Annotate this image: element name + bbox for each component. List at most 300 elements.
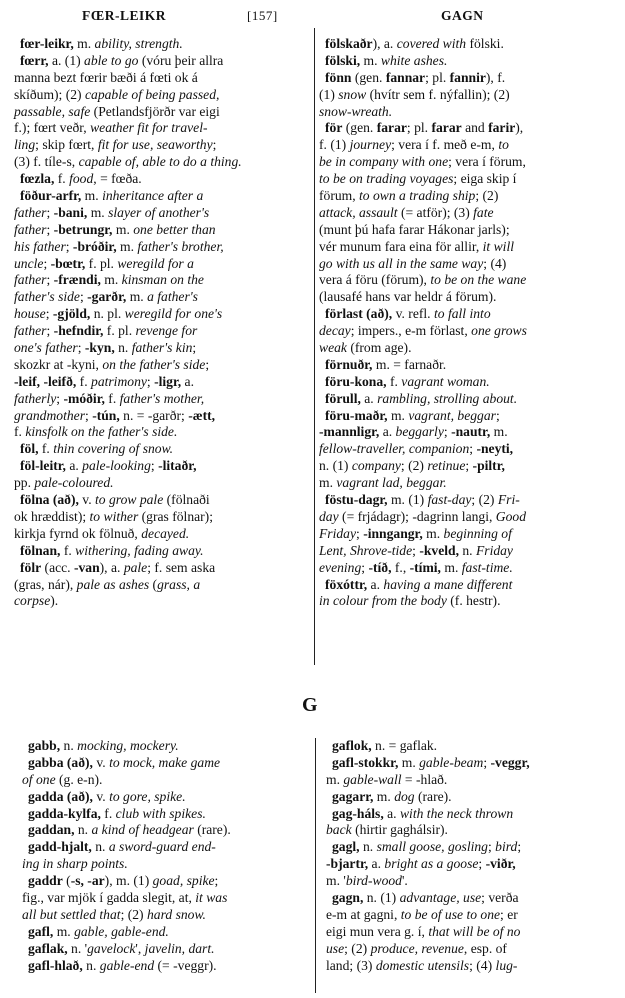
dictionary-line	[22, 738, 310, 755]
text: ;	[212, 137, 217, 153]
gloss: to fall into	[433, 306, 491, 322]
gloss: retinue	[427, 458, 466, 474]
headword: fœrr,	[20, 52, 49, 68]
gloss: fate	[473, 204, 494, 220]
headword: -bani,	[53, 204, 88, 220]
headword: förnuðr,	[325, 356, 373, 372]
text: ; f. sem aska	[147, 559, 216, 575]
dictionary-line	[14, 424, 310, 441]
gloss: it will	[482, 238, 515, 254]
dictionary-line	[326, 941, 616, 958]
gloss: fast-day	[427, 492, 472, 508]
text: (vóru þeir allra	[138, 52, 224, 68]
text: ;	[465, 458, 473, 474]
dictionary-line	[22, 958, 310, 975]
text: ;	[46, 272, 54, 288]
text: n.	[114, 340, 132, 356]
text: n.	[359, 839, 377, 855]
gloss: all but settled that	[22, 906, 121, 922]
text: (= -veggr).	[154, 957, 217, 973]
headword: -betrungr,	[53, 221, 113, 237]
gloss: a father's	[147, 289, 198, 305]
text: ;	[205, 356, 210, 372]
text: (gen.	[342, 120, 377, 136]
headword: föl-leitr,	[20, 458, 66, 474]
text: ; pl.	[425, 69, 450, 85]
dictionary-line	[319, 593, 615, 610]
gloss: bird	[495, 839, 518, 855]
headword: -leif, -leifð,	[14, 373, 77, 389]
gloss: covered with	[396, 36, 467, 51]
dictionary-line	[326, 924, 616, 941]
dictionary-line	[14, 543, 310, 560]
gloss: to own a trading ship	[359, 188, 476, 204]
text: ;	[46, 204, 54, 220]
text: ;	[495, 407, 500, 423]
text: a.	[379, 424, 396, 440]
text: (	[149, 576, 158, 592]
gloss: of one	[22, 771, 56, 787]
dictionary-line	[14, 475, 310, 492]
text: ; (2)	[120, 906, 147, 922]
dictionary-line	[14, 323, 310, 340]
gloss: in colour from the body	[319, 593, 447, 609]
dictionary-line	[319, 120, 615, 137]
gloss: vagrant woman.	[401, 373, 490, 389]
gloss: gable-wall	[343, 771, 402, 787]
gloss: mocking, mockery.	[77, 738, 179, 753]
headword: gafl,	[28, 923, 54, 939]
text: ;	[443, 424, 452, 440]
text: ), f.	[485, 69, 506, 85]
headword: -tími,	[409, 559, 441, 575]
dictionary-line	[14, 560, 310, 577]
text: (fölnaði	[163, 492, 210, 508]
gloss: Friday	[319, 525, 356, 541]
headword: gagarr,	[332, 788, 374, 804]
text: kirkja fyrnd ok fölnuð,	[14, 525, 142, 541]
headword: fannir	[449, 69, 486, 85]
gloss: lug-	[495, 957, 518, 973]
text: ), m. (1)	[104, 873, 153, 889]
gloss: a kind of headgear	[91, 822, 194, 838]
gloss: grandmother	[14, 407, 85, 423]
text: m.	[440, 559, 462, 575]
gloss: father	[14, 221, 47, 237]
gloss: domestic utensils	[375, 957, 470, 973]
gloss: ability, strength.	[94, 36, 183, 51]
gloss: that will be of no	[428, 923, 521, 939]
text: f.	[14, 424, 26, 440]
text: ;	[214, 873, 219, 889]
gloss: a sword-guard end-	[108, 839, 216, 855]
dictionary-line	[14, 509, 310, 526]
text: ; vera í förum,	[448, 154, 526, 170]
gloss: to wither	[89, 508, 139, 524]
gloss: to gore, spike.	[109, 788, 186, 804]
text: and	[461, 120, 489, 136]
headword: förull,	[325, 390, 361, 406]
dictionary-line	[319, 70, 615, 87]
text: ;	[65, 238, 73, 254]
dictionary-line	[319, 137, 615, 154]
dictionary-line	[22, 856, 310, 873]
gloss: evening	[319, 559, 362, 575]
dictionary-line	[14, 239, 310, 256]
text: m.	[326, 771, 344, 787]
text: m.	[112, 221, 134, 237]
text: n. (1)	[319, 458, 352, 474]
gloss: kinsfolk on the father's side.	[25, 424, 178, 440]
gloss: hard snow.	[147, 906, 206, 922]
dictionary-line	[319, 526, 615, 543]
text: ;	[45, 306, 53, 322]
text: f.	[100, 805, 116, 821]
column-divider-bottom	[315, 738, 316, 993]
dictionary-line	[326, 856, 616, 873]
text: n. (1)	[363, 890, 400, 906]
gloss: one better than	[133, 221, 216, 237]
dictionary-line	[22, 924, 310, 941]
gloss: weather fit for travel-	[90, 120, 208, 136]
headword: -tún,	[92, 407, 120, 423]
gloss: be in company with one	[319, 154, 449, 170]
headword: fœzla,	[20, 171, 55, 187]
gloss: Good	[495, 508, 526, 524]
text: a.	[383, 805, 400, 821]
text: ), a.	[372, 36, 397, 51]
headword: -tíð,	[368, 559, 392, 575]
text: f.	[104, 390, 120, 406]
text: skíðum); (2)	[14, 86, 85, 102]
headword: -bróðir,	[72, 238, 117, 254]
dictionary-line	[14, 492, 310, 509]
text: pp.	[14, 475, 35, 491]
gloss: revenge for	[135, 323, 198, 339]
text: , = fœða.	[93, 171, 142, 187]
column-divider-top	[314, 28, 315, 665]
dictionary-line	[14, 458, 310, 475]
text: v.	[92, 754, 110, 770]
text: n.	[458, 542, 476, 558]
text: f.); fœrt veðr,	[14, 120, 91, 136]
text: m.	[87, 204, 109, 220]
text: m.	[319, 475, 337, 491]
text: ;	[46, 323, 54, 339]
text: ; (4)	[483, 255, 507, 271]
text: m. '	[326, 873, 346, 889]
text: n. pl.	[90, 306, 125, 322]
text: ; (4)	[469, 957, 496, 973]
headword: gadda (að),	[28, 788, 93, 804]
gloss: produce, revenue	[370, 940, 464, 956]
headword: -gjöld,	[52, 306, 91, 322]
dictionary-line	[319, 391, 615, 408]
headword: -hefndir,	[53, 323, 104, 339]
gloss: one grows	[471, 323, 527, 339]
headword: -s, -ar	[70, 873, 105, 889]
text: (f. hestr).	[446, 593, 501, 609]
gloss: his father	[14, 238, 66, 254]
text: ; eiga skip í	[453, 171, 517, 187]
text: f. pl.	[103, 323, 136, 339]
headword: -van	[73, 559, 100, 575]
dictionary-line	[22, 789, 310, 806]
text: ok hræddist);	[14, 508, 90, 524]
text: skozkr at -kyni,	[14, 356, 103, 372]
text: ;	[150, 458, 159, 474]
gloss: able to go	[84, 52, 139, 68]
text: fig., var mjök í gadda slegit, at,	[22, 890, 196, 906]
headword: fölr	[20, 559, 42, 575]
gloss: gavelock	[87, 940, 136, 956]
text: , esp. of	[463, 940, 507, 956]
headword: gabba (að),	[28, 754, 93, 770]
dictionary-line	[326, 873, 616, 890]
text: ),	[515, 120, 524, 136]
text: n.	[91, 839, 109, 855]
dictionary-line	[14, 306, 310, 323]
dictionary-line	[319, 475, 615, 492]
headword: föl,	[20, 441, 39, 457]
headword: farir	[488, 120, 516, 136]
gloss: Friday	[475, 542, 513, 558]
gloss: thin covering of snow.	[53, 441, 174, 457]
gloss: beggarly	[395, 424, 444, 440]
gloss: gable, gable-end.	[74, 923, 169, 939]
text: vera á föru (förum),	[319, 272, 431, 288]
gloss: inheritance after a	[102, 188, 204, 204]
text: m.	[100, 272, 122, 288]
text: ; vera í f. með e-m,	[391, 137, 499, 153]
dictionary-line	[14, 104, 310, 121]
text: ; (2)	[475, 188, 499, 204]
text: ; skip fœrt,	[35, 137, 98, 153]
text: n. '	[67, 940, 88, 956]
dictionary-line	[22, 941, 310, 958]
dictionary-line	[319, 154, 615, 171]
gloss: decayed.	[141, 525, 190, 541]
gloss: pale	[123, 559, 148, 575]
headword: -nautr,	[451, 424, 491, 440]
text: ;	[361, 559, 369, 575]
dictionary-line	[22, 822, 310, 839]
dictionary-line	[319, 222, 615, 239]
headword: fölnan,	[20, 542, 61, 558]
gloss: food	[69, 171, 94, 187]
dictionary-line	[14, 289, 310, 306]
dictionary-line	[319, 374, 615, 391]
column-top-right	[319, 36, 615, 610]
gloss: advantage, use	[399, 890, 482, 906]
gloss: white ashes.	[380, 52, 448, 68]
dictionary-line	[14, 120, 310, 137]
headword: gadda-kylfa,	[28, 805, 101, 821]
gloss: passable, safe	[14, 103, 91, 119]
gloss: withering, fading away.	[75, 542, 204, 558]
dictionary-line	[319, 306, 615, 323]
dictionary-line	[22, 873, 310, 890]
dictionary-line	[319, 458, 615, 475]
gloss: Lent, Shrove-tide	[319, 542, 413, 558]
headword: gaddr	[28, 873, 63, 889]
gloss: house	[14, 306, 46, 322]
gloss: to be of use to one	[400, 906, 501, 922]
headword: gafl-hlað,	[28, 957, 83, 973]
dictionary-line	[319, 408, 615, 425]
headword: -garðr,	[87, 289, 127, 305]
headword: för	[325, 120, 343, 136]
headword: -litaðr,	[158, 458, 197, 474]
dictionary-line	[319, 53, 615, 70]
gloss: weregild for one's	[124, 306, 223, 322]
text: (3) f. tíle-s,	[14, 154, 79, 170]
gloss: capable of being passed,	[84, 86, 220, 102]
headword: gadd-hjalt,	[28, 839, 92, 855]
gloss: patrimony	[91, 373, 147, 389]
gloss: rambling, strolling about.	[377, 390, 518, 406]
text: m. = farnaðr.	[372, 356, 447, 372]
gloss: grass, a	[157, 576, 201, 592]
text: n.	[60, 738, 78, 753]
dictionary-line	[326, 839, 616, 856]
headword: -viðr,	[485, 856, 516, 872]
gloss: father	[14, 323, 47, 339]
text: m.	[422, 525, 444, 541]
headword: -kyn,	[84, 340, 115, 356]
text: ;	[356, 525, 364, 541]
headword: fannar	[385, 69, 426, 85]
headword: föxóttr,	[325, 576, 368, 592]
headword: -móðir,	[63, 390, 105, 406]
dictionary-line	[319, 239, 615, 256]
text: m. (1)	[387, 492, 428, 508]
text: m.	[73, 36, 95, 51]
gloss: capable of, able to do a thing.	[78, 154, 242, 170]
text: f.	[60, 542, 76, 558]
text: ;	[483, 754, 491, 770]
headword: -ligr,	[154, 373, 182, 389]
gloss: father's brother,	[137, 238, 224, 254]
dictionary-line	[22, 839, 310, 856]
dictionary-line	[319, 36, 615, 53]
text: ; (2)	[471, 492, 498, 508]
text: (	[62, 873, 71, 889]
text: (munt þú hafa farar Hákonar jarls);	[319, 221, 510, 237]
headword: -ætt,	[188, 407, 216, 423]
gloss: fellow-traveller, companion	[319, 441, 470, 457]
dictionary-line	[319, 323, 615, 340]
gloss: pale-looking	[82, 458, 151, 474]
dictionary-line	[14, 36, 310, 53]
gloss: attack, assault	[319, 204, 398, 220]
text: ;	[79, 289, 88, 305]
text: m.	[490, 424, 508, 440]
dictionary-line	[319, 205, 615, 222]
dictionary-line	[14, 441, 310, 458]
dictionary-line	[14, 408, 310, 425]
headword: -bœtr,	[50, 255, 86, 271]
text: n. = -garðr;	[119, 407, 189, 423]
dictionary-line	[14, 391, 310, 408]
gloss: bird-wood	[345, 873, 402, 889]
text: m.	[53, 923, 75, 939]
text: n. = gaflak.	[371, 738, 438, 753]
gloss: snow-wreath.	[319, 103, 393, 119]
gloss: on the father's side	[102, 356, 206, 372]
column-top-left	[14, 36, 310, 610]
text: fölski.	[466, 36, 504, 51]
text: ',	[135, 940, 145, 956]
column-bottom-left	[22, 738, 310, 974]
dictionary-line	[319, 272, 615, 289]
text: (rare).	[193, 822, 231, 838]
dictionary-line	[14, 154, 310, 171]
text: (gras, nár),	[14, 576, 77, 592]
text: ;	[469, 441, 477, 457]
text: m.	[387, 407, 409, 423]
gloss: beginning of	[443, 525, 512, 541]
text: (acc.	[41, 559, 74, 575]
gloss: day	[319, 508, 339, 524]
gloss: father's mother,	[119, 390, 205, 406]
dictionary-line	[319, 492, 615, 509]
gloss: corpse	[14, 593, 51, 609]
text: manna bezt fœrir bæði á fœti ok á	[14, 69, 198, 85]
gloss: father's kin	[131, 340, 193, 356]
page-number: [157]	[247, 8, 278, 23]
headword: fölskaðr	[325, 36, 373, 51]
headword: -piltr,	[472, 458, 505, 474]
dictionary-line	[326, 890, 616, 907]
gloss: to mock, make game	[109, 754, 221, 770]
right-guide-word: GAGN	[441, 8, 484, 23]
dictionary-line	[14, 222, 310, 239]
dictionary-line	[319, 441, 615, 458]
dictionary-line	[326, 772, 616, 789]
dictionary-line	[326, 822, 616, 839]
gloss: vagrant lad, beggar.	[336, 475, 447, 491]
headword: förlast (að),	[325, 306, 393, 322]
dictionary-line	[14, 70, 310, 87]
text: f. pl.	[85, 255, 118, 271]
text: ;	[517, 839, 522, 855]
text: m.	[373, 788, 395, 804]
headword: gag-háls,	[332, 805, 384, 821]
headword: -neyti,	[476, 441, 514, 457]
text: (1)	[319, 86, 339, 102]
column-bottom-right	[326, 738, 616, 974]
dictionary-line	[22, 772, 310, 789]
text: ;	[412, 542, 420, 558]
gloss: vagrant, beggar	[408, 407, 496, 423]
dictionary-line	[319, 577, 615, 594]
dictionary-line	[319, 509, 615, 526]
text: = -hlað.	[401, 771, 448, 787]
gloss: one's father	[14, 340, 78, 356]
dictionary-line	[319, 289, 615, 306]
text: (lausafé hans var heldr á förum).	[319, 289, 497, 305]
text: a.	[65, 458, 83, 474]
text: f. (1)	[319, 137, 350, 153]
dictionary-line	[14, 593, 310, 610]
headword: föru-kona,	[325, 373, 387, 389]
text: ;	[85, 407, 93, 423]
gloss: use	[326, 940, 345, 956]
dictionary-line	[326, 789, 616, 806]
text: ;	[56, 390, 64, 406]
text: ;	[478, 856, 486, 872]
